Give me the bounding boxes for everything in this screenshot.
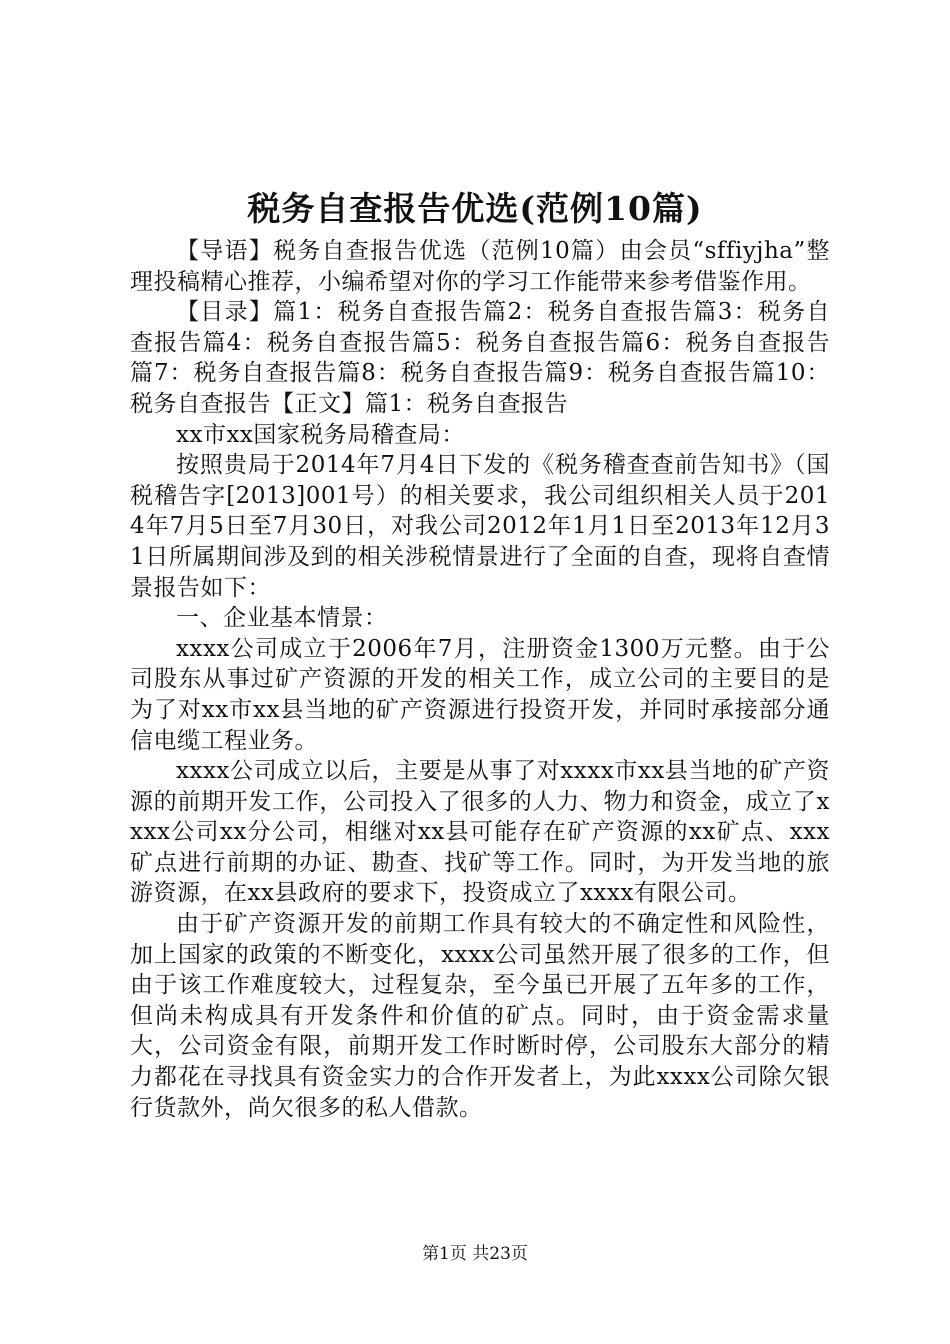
document-title: 税务自查报告优选(范例10篇) [247,189,703,228]
document-body [130,236,830,1123]
body-paragraph: 由于矿产资源开发的前期工作具有较大的不确定性和风险性，加上国家的政策的不断变化，xxxx公司虽然开展了很多的工作，但由于该工作难度较大，过程复杂，至今虽已开展了五年多的工作，但尚未构成具有开发条件和价值的矿点。同时，由于资金需求量大，公司资金有限，前期开发工作时断时停，公司股东大部分的精力都花在寻找具有资金实力的合作开发者上，为此xxxx公司除欠银行货款外，尚欠很多的私人借款。 [130,911,830,1121]
body-paragraph: xxxx公司成立于2006年7月，注册资金1300万元整。由于公司股东从事过矿产资源的开发的相关工作，成立公司的主要目的是为了对xx市xx县当地的矿产资源进行投资开发，并同时承接部分通信电缆工程业务。 [130,635,830,754]
page-number-footer: 第1页 共23页 [422,1244,528,1264]
body-paragraph: xxxx公司成立以后，主要是从事了对xxxx市xx县当地的矿产资源的前期开发工作，公司投入了很多的人力、物力和资金，成立了xxxx公司xx分公司，相继对xx县可能存在矿产资源的xx矿点、xxx矿点进行前期的办证、勘查、找矿等工作。同时，为开发当地的旅游资源，在xx县政府的要求下，投资成立了xxxx有限公司。 [130,758,830,907]
toc-paragraph: 【目录】篇1：税务自查报告篇2：税务自查报告篇3：税务自查报告篇4：税务自查报告篇5：税务自查报告篇6：税务自查报告篇7：税务自查报告篇8：税务自查报告篇9：税务自查报告篇10：税务自查报告【正文】篇1：税务自查报告 [130,299,830,417]
body-paragraph: 按照贵局于2014年7月4日下发的《税务稽查查前告知书》（国税稽告字[2013]001号）的相关要求，我公司组织相关人员于2014年7月5日至7月30日，对我公司2012年1月1日至2013年12月31日所属期间涉及到的相关涉税情景进行了全面的自查，现将自查情景报告如下： [130,452,830,601]
intro-paragraph: 【导语】税务自查报告优选（范例10篇）由会员“sffiyjha”整理投稿精心推荐，小编希望对你的学习工作能带来参考借鉴作用。 [130,238,830,295]
addressee-line: xx市xx国家税务局稽查局： [176,421,465,448]
section-heading: 一、企业基本情景： [176,605,388,632]
